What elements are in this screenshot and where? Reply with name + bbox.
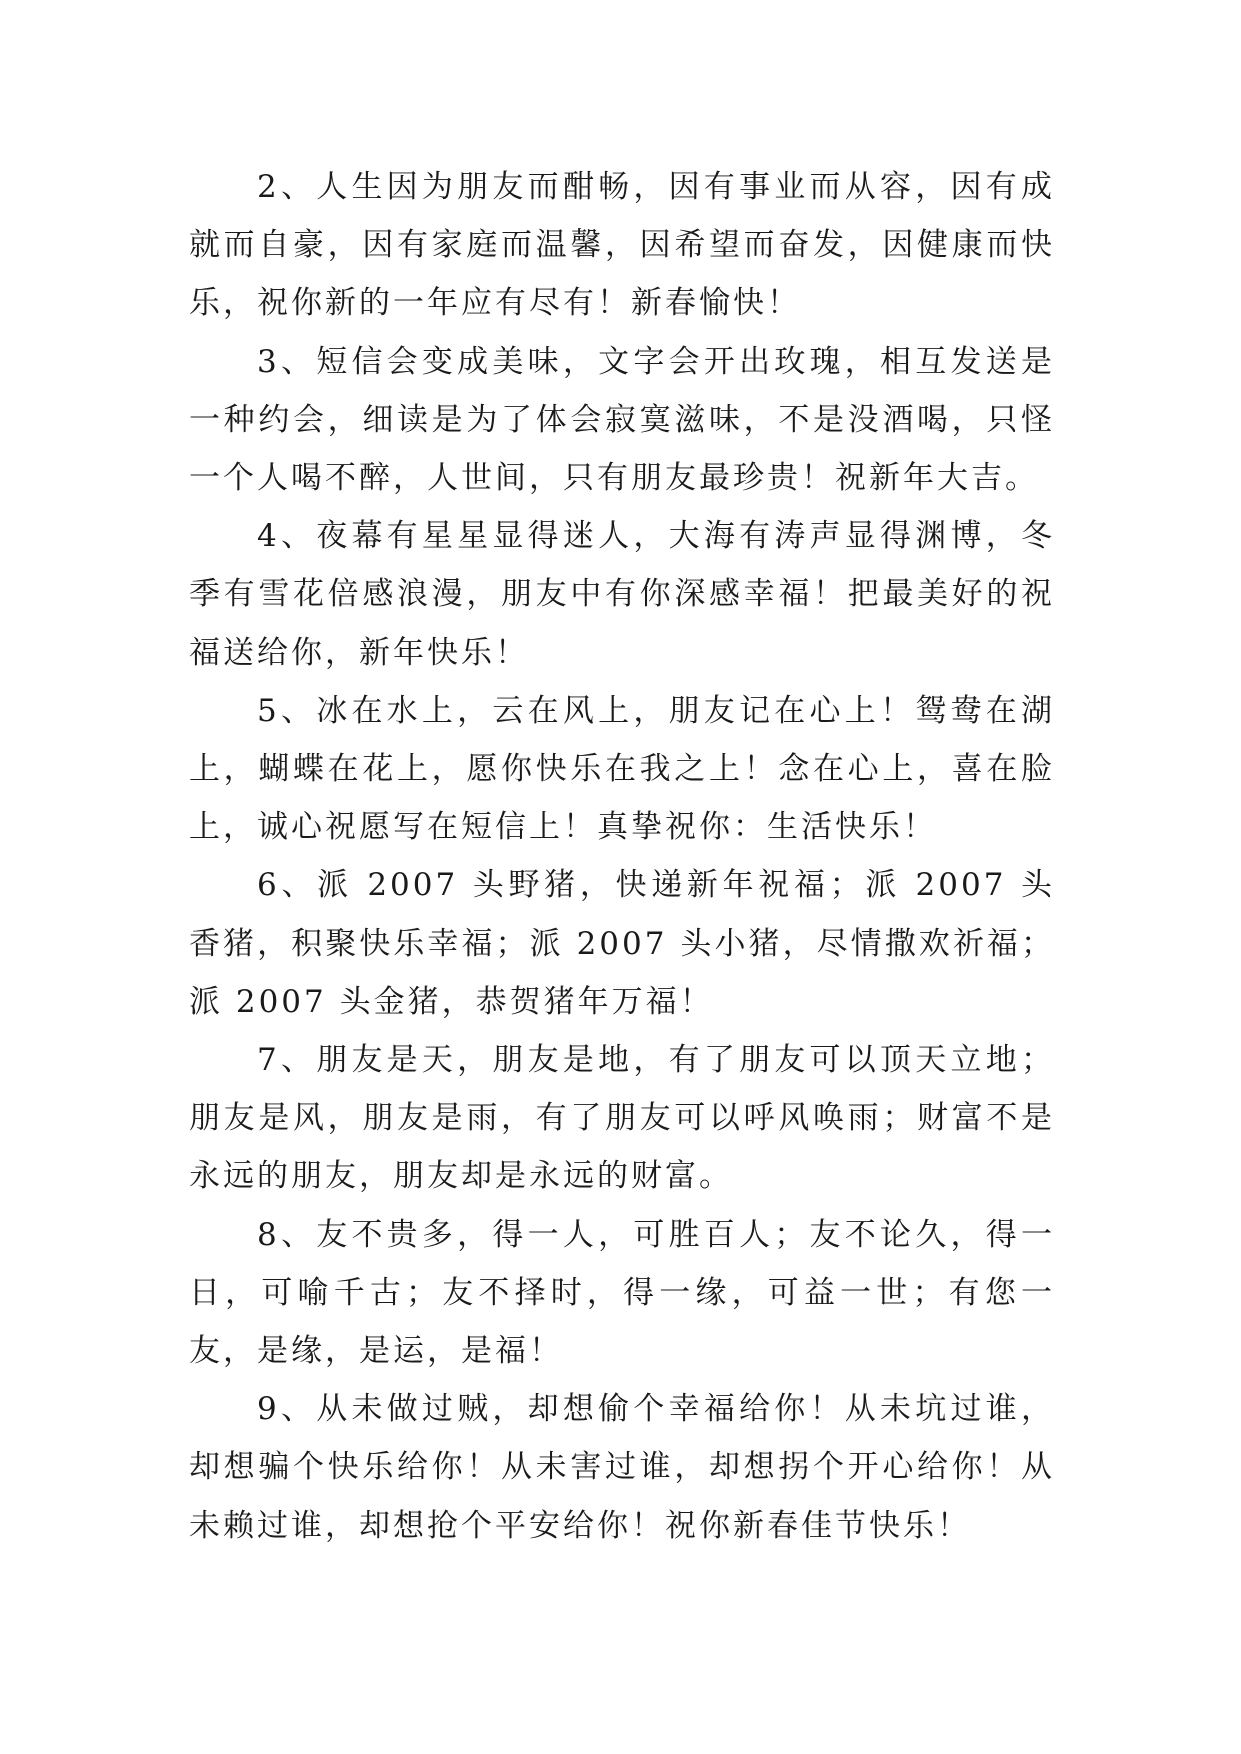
- paragraph-greeting-7: 7、朋友是天，朋友是地，有了朋友可以顶天立地；朋友是风，朋友是雨，有了朋友可以呼风唤雨；财富不是永远的朋友，朋友却是永远的财富。: [189, 1042, 1055, 1195]
- paragraph-greeting-8: 8、友不贵多，得一人，可胜百人；友不论久，得一日，可喻千古；友不择时，得一缘，可益一世；有您一友，是缘，是运，是福！: [189, 1216, 1055, 1370]
- document-page: [189, 158, 1055, 1555]
- paragraph-greeting-3: 3、短信会变成美味，文字会开出玫瑰，相互发送是一种约会，细读是为了体会寂寞滋味，不是没酒喝，只怪一个人喝不醉，人世间，只有朋友最珍贵！祝新年大吉。: [189, 343, 1055, 497]
- paragraph-greeting-9: 9、从未做过贼，却想偷个幸福给你！从未坑过谁，却想骗个快乐给你！从未害过谁，却想拐个开心给你！从未赖过谁，却想抢个平安给你！祝你新春佳节快乐！: [189, 1391, 1055, 1544]
- paragraph-greeting-5: 5、冰在水上，云在风上，朋友记在心上！鸳鸯在湖上，蝴蝶在花上，愿你快乐在我之上！念在心上，喜在脸上，诚心祝愿写在短信上！真挚祝你：生活快乐！: [189, 692, 1055, 846]
- paragraph-greeting-2: 2、人生因为朋友而酣畅，因有事业而从容，因有成就而自豪，因有家庭而温馨，因希望而奋发，因健康而快乐，祝你新的一年应有尽有！新春愉快！: [189, 169, 1055, 322]
- paragraph-greeting-6: 6、派 2007 头野猪，快递新年祝福；派 2007 头香猪，积聚快乐幸福；派 2007 头小猪，尽情撒欢祈福；派 2007 头金猪，恭贺猪年万福！: [189, 867, 1055, 1020]
- paragraph-greeting-4: 4、夜幕有星星显得迷人，大海有涛声显得渊博，冬季有雪花倍感浪漫，朋友中有你深感幸福！把最美好的祝福送给你，新年快乐！: [189, 518, 1055, 671]
